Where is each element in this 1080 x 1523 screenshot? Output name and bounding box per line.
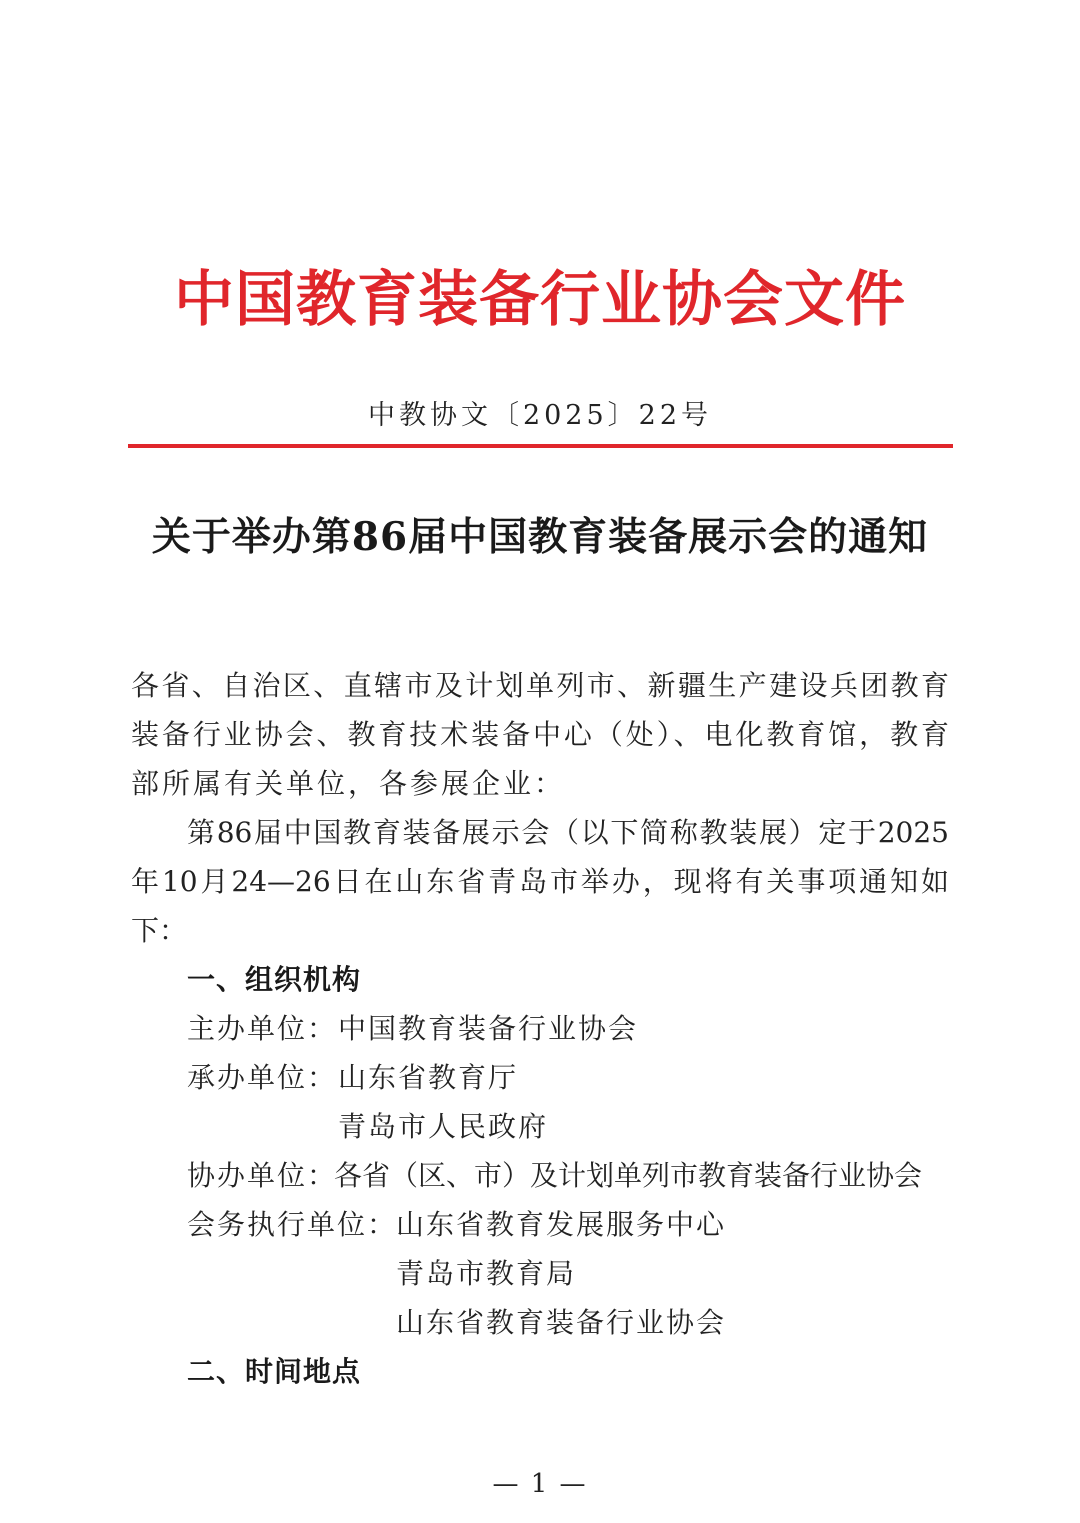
addressee-line: 各省、自治区、直辖市及计划单列市、新疆生产建设兵团教育: [131, 669, 949, 702]
org-document-header: 中国教育装备行业协会文件: [174, 265, 906, 335]
host-label: 承办单位：: [187, 1061, 338, 1094]
executive-unit-label: 会务执行单位：: [187, 1208, 398, 1241]
organizer-label: 主办单位：: [187, 1012, 338, 1045]
section-heading: 二、时间地点: [187, 1355, 362, 1388]
organizer-value: 中国教育装备行业协会: [338, 1012, 639, 1045]
page-number: — 1 —: [492, 1469, 588, 1499]
intro-line: 年10月24—26日在山东省青岛市举办，现将有关事项通知如: [131, 865, 949, 898]
header-divider: [128, 444, 953, 448]
executive-unit-value: 山东省教育发展服务中心: [396, 1208, 727, 1241]
intro-line: 第86届中国教育装备展示会（以下简称教装展）定于2025: [187, 816, 949, 849]
host-value: 青岛市人民政府: [338, 1110, 549, 1143]
co-organizer-label: 协办单位：: [187, 1159, 338, 1192]
intro-line: 下：: [131, 914, 188, 947]
co-organizer-value: 各省（区、市）及计划单列市教育装备行业协会: [334, 1159, 923, 1192]
section-heading: 一、组织机构: [187, 963, 362, 996]
host-value: 山东省教育厅: [338, 1061, 519, 1094]
addressee-line: 装备行业协会、教育技术装备中心（处）、电化教育馆，教育: [131, 718, 949, 751]
executive-unit-value: 山东省教育装备行业协会: [396, 1306, 727, 1339]
addressee-line: 部所属有关单位，各参展企业：: [131, 767, 566, 800]
notice-title: 关于举办第86届中国教育装备展示会的通知: [151, 514, 929, 560]
document-number: 中教协文〔2025〕22号: [367, 400, 713, 431]
executive-unit-value: 青岛市教育局: [396, 1257, 577, 1290]
